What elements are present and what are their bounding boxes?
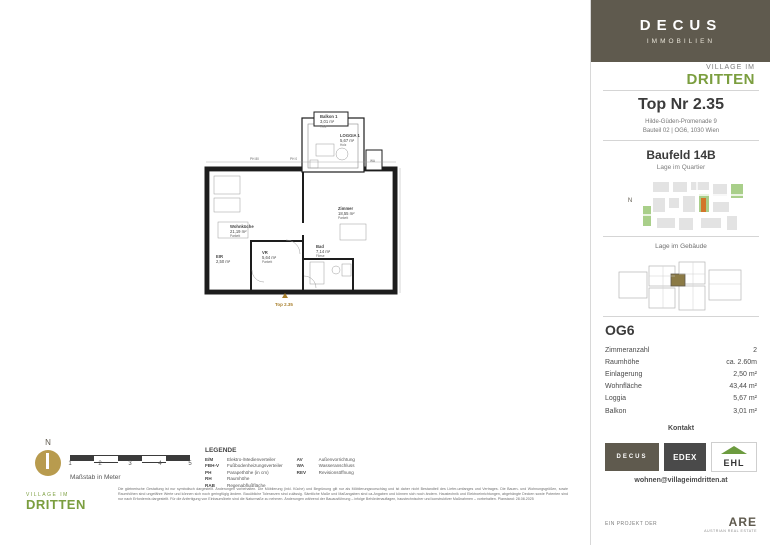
svg-text:5,64 m²: 5,64 m² (262, 255, 277, 260)
spec-key: Zimmeranzahl (605, 346, 650, 354)
project-by (605, 515, 757, 533)
village-logo-line2: DRITTEN (26, 497, 86, 512)
partner-logo-ehl[interactable] (711, 442, 757, 472)
legend-abbr: AV (296, 457, 303, 462)
village-logo-line1: VILLAGE IM (26, 492, 69, 498)
decus-logo (591, 0, 770, 62)
disclaimer-text: Die gärtnerische Gestaltung ist nur symbolisch dargestellt. Änderungen vorbehalten. Die Möblierung (inkl. Küche) und Begrünung gilt nur als Möblierungsvorschlag und ist daher nicht Bestandteil des Liefer-umfanges und Vertrages. Die Bauen- und Wohnungsgrößen, sowie Raumhöhen sind ungefähre Werte und können sich noch geringfügig ändern. Bauübliche Toleranzen sind zulässig. Sämtliche Maße und Maßangaben sind ca-Angaben und können sich noch ändern. Haustechnik und Elektroeinrichtungen, abgehängte Decken sowie Potenten sind nur nach Erfordernis dargestellt. Für die Anfertigung von Einbaumöbeln sind die Naturmaße zu nehmen. Änderungen während der Bauausführung – infolge Behördenauflagen, haustechnischer und konstruktiver Maßnahmen – vorbehalten. Planstand: 28.08.2025 (118, 487, 568, 501)
compass-needle (35, 450, 61, 476)
page-title: Top Nr 2.35 (638, 96, 724, 113)
legend-abbr: FBH-V (205, 463, 220, 469)
address-block (591, 118, 770, 136)
roof-icon (721, 446, 747, 454)
svg-text:VR: VR (262, 250, 268, 255)
spec-value: 2 (753, 346, 757, 354)
village-brand-line1: VILLAGE IM (706, 64, 755, 71)
scale-tick: 1 (68, 461, 72, 467)
svg-text:18,55 m²: 18,55 m² (338, 211, 355, 216)
svg-text:Wohnküche: Wohnküche (230, 224, 254, 229)
divider (603, 90, 759, 91)
building-diagram (615, 256, 747, 316)
legend (205, 447, 365, 489)
quarter-map (613, 176, 749, 238)
spec-row (605, 344, 757, 356)
svg-text:PH 80: PH 80 (250, 157, 259, 161)
legend-abbr: RAB (205, 482, 215, 488)
partner-logo-edex[interactable]: EDEX (664, 443, 706, 471)
spec-row (605, 405, 757, 417)
svg-text:Parkett: Parkett (338, 216, 349, 220)
spec-key: Raumhöhe (605, 358, 640, 366)
svg-text:3,01 m²: 3,01 m² (320, 119, 335, 124)
legend-column-right (297, 457, 355, 489)
legend-abbr: REV (296, 469, 307, 475)
svg-text:Fliese: Fliese (316, 254, 325, 258)
spec-key: Einlagerung (605, 370, 643, 378)
svg-text:Bad: Bad (316, 244, 324, 249)
legend-title: LEGENDE (205, 447, 237, 454)
svg-text:PH 0: PH 0 (290, 157, 298, 161)
address-line-2: Bauteil 02 | OG6, 1030 Wien (642, 128, 720, 134)
legend-text: Revisionsöffnung (318, 469, 354, 475)
svg-text:WA: WA (370, 159, 376, 163)
village-brand-panel (591, 62, 770, 90)
legend-text: Fußbodenheizungsverteiler (227, 463, 283, 469)
specs-table (605, 344, 757, 417)
legend-abbr: RH (205, 476, 212, 482)
spec-value: ca. 2.60m (726, 358, 757, 366)
svg-text:Holz: Holz (320, 124, 327, 129)
info-panel (590, 0, 770, 545)
village-brand-line2: DRITTEN (686, 71, 755, 88)
project-by-label: EIN PROJEKT DER (605, 521, 658, 527)
legend-text: Raumhöhe (227, 476, 250, 482)
partner-logo-decus[interactable]: DECUS (605, 443, 659, 471)
partner-logos (605, 440, 757, 474)
scale-title: Maßstab in Meter (70, 474, 121, 481)
village-logo-footer (26, 492, 86, 511)
baufeld-title: Baufeld 14B (646, 148, 716, 162)
spec-row (605, 381, 757, 393)
spec-row (605, 368, 757, 380)
decus-logo-text: DECUS (639, 17, 723, 34)
compass-north-label: N (45, 438, 51, 447)
legend-abbr: PH (205, 469, 212, 475)
quarter-compass-label: N (627, 198, 633, 204)
compass-rose (28, 438, 68, 476)
svg-text:Holz: Holz (340, 143, 347, 147)
legend-abbr: WA (296, 463, 305, 469)
partner-logo-ehl-text: EHL (723, 458, 745, 468)
scale-tick-labels (70, 461, 190, 471)
divider (603, 316, 759, 317)
contact-title: Kontakt (667, 425, 695, 432)
legend-text: Regenabflußfläche (227, 482, 266, 488)
floor-title: OG6 (605, 322, 635, 338)
are-logo-subtext: AUSTRIAN REAL ESTATE (704, 529, 757, 533)
legend-abbr: E/M (205, 457, 214, 462)
decus-logo-subtext: IMMOBILIEN (646, 38, 716, 45)
legend-text: Außenvorrichtung (318, 457, 355, 462)
svg-text:21,19 m²: 21,19 m² (230, 229, 247, 234)
spec-key: Wohnfläche (605, 383, 642, 391)
legend-text: Wasseranschluss (318, 463, 355, 469)
floorplan-drawing (190, 110, 420, 360)
svg-text:Top 2.35: Top 2.35 (275, 302, 293, 307)
svg-text:5,67 m²: 5,67 m² (340, 138, 355, 143)
svg-text:LOGGIA 1: LOGGIA 1 (340, 133, 360, 138)
svg-text:Parkett: Parkett (230, 234, 241, 238)
contact-email[interactable]: wohnen@villageimdritten.at (634, 477, 728, 484)
scale-tick: 4 (158, 461, 162, 467)
scale-tick: 5 (188, 461, 192, 467)
spec-value: 43,44 m² (729, 383, 757, 391)
scale-tick: 3 (128, 461, 132, 467)
divider (603, 236, 759, 237)
spec-value: 2,50 m² (733, 370, 757, 378)
spec-value: 3,01 m² (733, 407, 757, 415)
legend-text: Elektro-/Medienverteiler (227, 457, 276, 462)
are-logo-text: ARE (728, 515, 757, 529)
building-location-label: Lage im Gebäude (655, 243, 707, 250)
svg-text:Parkett: Parkett (262, 260, 273, 264)
spec-row (605, 356, 757, 368)
spec-key: Balkon (605, 407, 627, 415)
address-line-1: Hilde-Güden-Promenade 9 (645, 119, 717, 125)
svg-text:Zimmer: Zimmer (338, 206, 354, 211)
svg-text:7,14 m²: 7,14 m² (316, 249, 331, 254)
are-logo (704, 515, 757, 533)
baufeld-subtitle: Lage im Quartier (656, 164, 706, 171)
spec-row (605, 393, 757, 405)
scale-tick: 2 (98, 461, 102, 467)
legend-text: Parapethöhe (in cm) (227, 469, 269, 475)
spec-key: Loggia (605, 395, 627, 403)
svg-text:2,50 m²: 2,50 m² (216, 259, 231, 264)
svg-text:EIR: EIR (216, 254, 223, 259)
quarter-map-compass (621, 198, 639, 204)
scale-bar (70, 455, 198, 481)
divider (603, 140, 759, 141)
spec-value: 5,67 m² (733, 395, 757, 403)
legend-column-left (205, 457, 283, 489)
svg-text:Balkon 1: Balkon 1 (320, 114, 338, 119)
